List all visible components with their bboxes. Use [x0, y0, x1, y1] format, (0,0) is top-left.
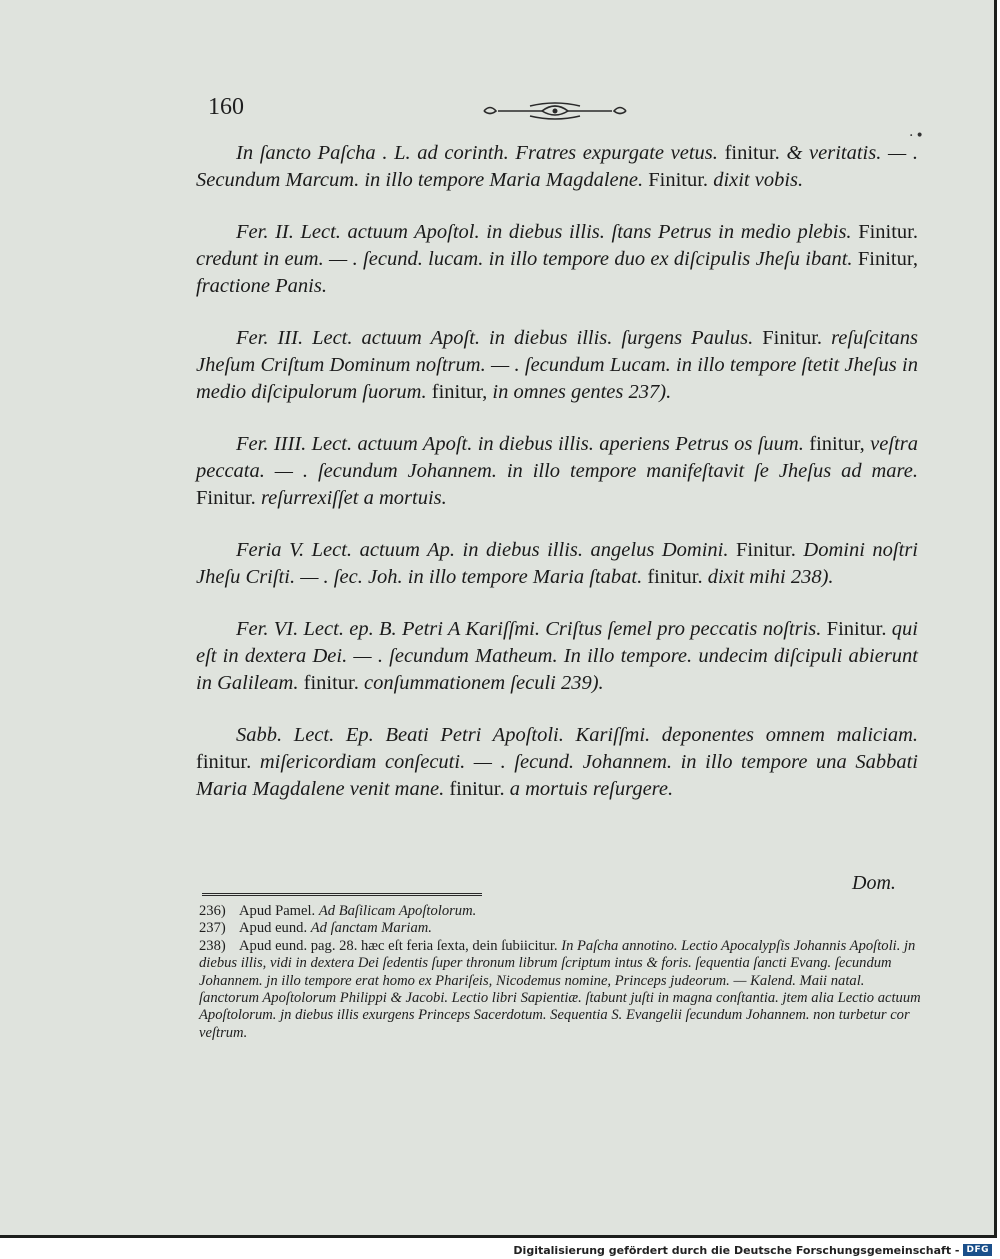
- text-segment: veſtra peccata. — . ſecundum Johannem. in illo tempore manifeſtavit ſe Jheſus ad mare.: [196, 433, 918, 482]
- text-segment: Finitur.: [728, 539, 804, 561]
- text-segment: finitur.: [642, 566, 708, 588]
- footer-credit: Digitalisierung gefördert durch die Deutsche Forschungsgemeinschaft -: [513, 1243, 960, 1257]
- text-segment: finitur,: [803, 433, 871, 455]
- footnote: [199, 920, 921, 937]
- text-segment: dixit mihi 238).: [707, 566, 834, 588]
- page-header: [197, 94, 926, 144]
- text-segment: finitur.: [196, 751, 260, 773]
- lection-paragraph: [196, 537, 918, 591]
- ornament-icon: [480, 100, 630, 120]
- footnote-number: 236): [199, 903, 226, 919]
- text-segment: finitur,: [426, 381, 493, 403]
- footnotes: [199, 903, 921, 1042]
- page-number: 160: [208, 94, 244, 120]
- text-segment: Finitur.: [753, 327, 832, 349]
- lection-paragraph: [196, 325, 918, 406]
- text-segment: In ſancto Paſcha . L. ad corinth. Fratres expurgate vetus.: [236, 142, 718, 164]
- text-segment: finitur.: [444, 778, 510, 800]
- lection-paragraph: [196, 431, 918, 512]
- lection-paragraph: [196, 219, 918, 300]
- footnote-text: In Paſcha annotino. Lectio Apocalypſis Johannis Apoſtoli. jn diebus illis, vidi in dextera Dei ſedentis ſuper thronum librum ſcriptum intus & foris. ſequentia ſancti Evang. ſecundum Johannem. jn illo tempore erat homo ex Phariſeis, Nicodemus nomine, Princeps judeorum. — Kalend. Maii natal. ſanctorum Apoſtolorum Philippi & Jacobi. Lectio libri Sapientiæ. ſtabunt juſti in magna conſtantia. jtem alia Lectio actuum Apoſtolorum. jn diebus illis exurgens Princeps Sacerdotum. Sequentia S. Evangelii ſecundum Johannem. non turbetur cor veſtrum.: [199, 937, 921, 1041]
- main-text: [196, 140, 918, 828]
- text-segment: dixit vobis.: [713, 169, 804, 191]
- text-segment: conſummationem ſeculi 239).: [363, 672, 604, 694]
- footnote-number: 237): [199, 920, 226, 937]
- lection-paragraph: [196, 722, 918, 803]
- text-segment: in omnes gentes 237).: [492, 381, 672, 403]
- text-segment: finitur.: [717, 142, 787, 164]
- footnote-text: Ad Baſilicam Apoſtolorum.: [318, 903, 477, 919]
- text-segment: reſuſcitans Jheſum Criſtum Dominum noſtrum. — . ſecundum Lucam. in illo tempore ſtetit Jheſus in medio diſcipulorum ſuorum.: [196, 327, 918, 403]
- text-segment: Fer. II. Lect. actuum Apoſtol. in diebus illis. ſtans Petrus in medio plebis.: [236, 221, 852, 243]
- digitization-footer: [513, 1242, 992, 1258]
- lection-paragraph: [196, 616, 918, 697]
- text-segment: reſurrexiſſet a mortuis.: [260, 487, 447, 509]
- footnote: [199, 938, 921, 1042]
- text-segment: Finitur.: [196, 487, 261, 509]
- text-segment: credunt in eum. — . ſecund. lucam. in illo tempore duo ex diſcipulis Jheſu ibant.: [196, 248, 853, 270]
- footnote-text: Apud eund. pag. 28. hæc eſt feria ſexta, dein ſubiicitur.: [239, 937, 562, 954]
- text-segment: a mortuis reſurgere.: [509, 778, 674, 800]
- ink-speck-icon: ·•: [909, 128, 926, 144]
- text-segment: miſericordiam conſecuti. — . ſecund. Johannem. in illo tempore una Sabbati Maria Magdalene venit mane.: [196, 751, 919, 800]
- text-segment: finitur.: [298, 672, 364, 694]
- text-segment: Fer. IIII. Lect. actuum Apoſt. in diebus illis. aperiens Petrus os ſuum.: [236, 433, 804, 455]
- dfg-logo-icon: DFG: [963, 1244, 992, 1256]
- text-segment: Finitur.: [851, 221, 919, 243]
- catchword: Dom.: [852, 872, 896, 894]
- text-segment: Finitur,: [852, 248, 918, 270]
- text-segment: & veritatis. — . Secundum Marcum. in illo tempore Maria Magdalene.: [196, 142, 919, 191]
- text-segment: Fer. VI. Lect. ep. B. Petri A Kariſſmi. Criſtus ſemel pro peccatis noſtris.: [236, 618, 822, 640]
- text-segment: Fer. III. Lect. actuum Apoſt. in diebus illis. ſurgens Paulus.: [236, 327, 754, 349]
- text-segment: Finitur.: [643, 169, 714, 191]
- footnote-rule: [202, 893, 482, 896]
- text-segment: fractione Panis.: [196, 275, 327, 297]
- footnote-text: Apud eund.: [239, 920, 311, 937]
- footnote-text: Apud Pamel.: [239, 903, 319, 919]
- footnote: [199, 903, 921, 920]
- footnote-number: 238): [199, 937, 226, 954]
- text-segment: qui eſt in dextera Dei. — . ſecundum Matheum. In illo tempore. undecim diſcipuli abierunt in Galileam.: [196, 618, 918, 694]
- text-segment: Sabb. Lect. Ep. Beati Petri Apoſtoli. Kariſſmi. deponentes omnem maliciam.: [236, 724, 918, 746]
- text-segment: Domini noſtri Jheſu Criſti. — . ſec. Joh. in illo tempore Maria ſtabat.: [196, 539, 918, 588]
- footnote-text: Ad ſanctam Mariam.: [310, 920, 432, 937]
- lection-paragraph: [196, 140, 918, 194]
- text-segment: Feria V. Lect. actuum Ap. in diebus illis. angelus Domini.: [236, 539, 729, 561]
- text-segment: Finitur.: [821, 618, 892, 640]
